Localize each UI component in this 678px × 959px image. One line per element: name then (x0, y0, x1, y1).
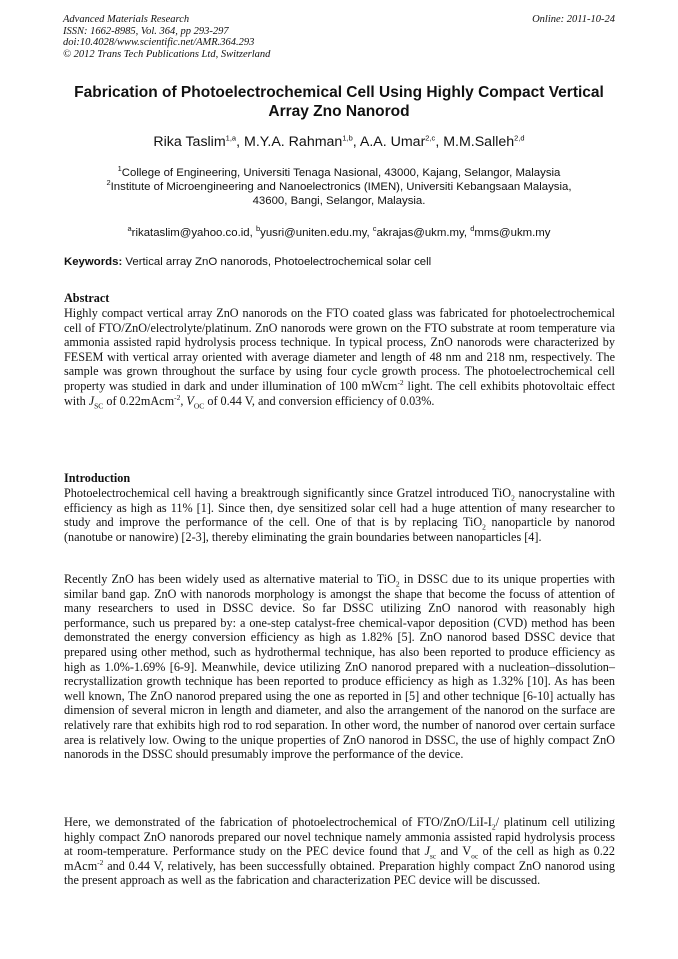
affiliation-1 (40, 166, 638, 180)
title-line-2: Array Zno Nanorod (268, 103, 410, 120)
intro-sub: 2 (395, 579, 400, 589)
abstract-text (64, 306, 615, 408)
affiliation-2 (40, 180, 638, 194)
abstract-sub: SC (94, 401, 104, 410)
affiliation-mark: 1 (117, 164, 122, 174)
author-name: M.M.Salleh (443, 134, 515, 150)
abstract-jsc: J (88, 393, 95, 408)
affiliations (40, 166, 638, 208)
intro-seg: Photoelectrochemical cell having a breaktrough significantly since Gratzel introduced TiO (64, 486, 512, 500)
author-aff: 1,a (225, 133, 237, 143)
affiliation-mark: 2 (106, 178, 111, 188)
keywords (64, 256, 618, 268)
intro-sub: sc (429, 851, 437, 861)
intro-seg: of the cell as high as 0.22 mAcm (64, 844, 615, 873)
email-link[interactable]: mms@ukm.my (474, 227, 551, 239)
author-aff: 2,d (514, 133, 525, 143)
abstract-seg: of 0.44 V, and conversion efficiency of 0.03%. (204, 393, 435, 408)
intro-seg: nanoparticle by nanorod (nanotube or nanowire) [2-3], thereby eliminating the grain boundaries between nanoparticles [4]. (64, 515, 615, 544)
keywords-text: Vertical array ZnO nanorods, Photoelectrochemical solar cell (122, 256, 432, 268)
email-link[interactable]: rikataslim@yahoo.co.id (131, 227, 250, 239)
intro-seg: / platinum cell utilizing highly compact ZnO nanorods prepared our novel technique namely ammonia assisted rapid hydrolysis process at room-temperature. Performance study on the PEC device found that (64, 815, 615, 859)
intro-paragraph-1 (64, 486, 615, 544)
intro-seg: nanocrystaline with efficiency as high as 11% [1]. Since then, dye sensitized solar cell had a huge attention of many researcher to study and improve the performance of the cell. One of that is by replacing TiO (64, 486, 615, 530)
intro-paragraph-2 (64, 572, 615, 762)
affiliation-2-line-2: 43600, Bangi, Selangor, Malaysia. (252, 195, 426, 207)
title-line-1: Fabrication of Photoelectrochemical Cell Using Highly Compact Vertical (74, 84, 604, 101)
abstract-voc: V (186, 393, 194, 408)
issn: ISSN: 1662-8985, Vol. 364, pp 293-297 (63, 25, 229, 37)
journal-name: Advanced Materials Research (63, 14, 190, 25)
intro-sub: oc (471, 851, 479, 861)
doi: doi:10.4028/www.scientific.net/AMR.364.293 (63, 37, 255, 49)
email-mark: c (372, 224, 377, 234)
intro-paragraph-3 (64, 815, 615, 888)
intro-seg: and V (436, 844, 472, 859)
email-mark: b (255, 224, 261, 234)
intro-sub: 2 (511, 493, 515, 503)
journal-header (63, 14, 615, 60)
author-name: A.A. Umar (359, 134, 426, 150)
abstract-sup: -2 (174, 392, 181, 402)
email-mark: a (127, 224, 132, 234)
email-link[interactable]: yusri@uniten.edu.my (260, 227, 367, 239)
keywords-label: Keywords: (64, 256, 123, 268)
intro-seg: and 0.44 V, relatively, has been successfully obtained. Preparation highly compact ZnO nanorod using the present approach as well as the fabrication and characterization PEC device will be discussed. (64, 858, 615, 888)
abstract-seg: light. The cell exhibits photovoltaic effect with (64, 378, 615, 408)
introduction-heading: Introduction (64, 471, 131, 485)
intro-jsc: J (424, 844, 430, 859)
author-list: Rika Taslim$^{1,a}$, M.Y.A. Rahman$^{1,b}$, A.A. Umar$^{2,c}$, M.M.Salleh$^{2,d}$ (153, 133, 525, 150)
paper-title (40, 83, 638, 121)
intro-sub: 2 (491, 822, 496, 832)
author-aff: 1,b (342, 133, 353, 143)
intro-seg: Recently ZnO has been widely used as alternative material to TiO (64, 572, 396, 586)
author-aff: 2,c (425, 133, 436, 143)
affiliation-text: Institute of Microengineering and Nanoelectronics (IMEN), Universiti Kebangsaan Malaysia, (110, 181, 572, 193)
intro-sup: -2 (97, 857, 104, 867)
abstract-sup: -2 (397, 377, 404, 387)
abstract-heading: Abstract (64, 291, 110, 305)
online-date: Online: 2011-10-24 (532, 14, 615, 25)
intro-seg: in DSSC due to its unique properties with similar band gap. ZnO with nanorods morphology is amongst the shape that become the focuss of attention of many researchers to used in DSSC device. So far DSSC utilizing ZnO nanorod with reasonably high performance, such us prepared by: a one-step catalyst-free chemical-vapor deposition (CVD) method has been demonstrated the energy conversion efficiency as high as 1.82% [5]. ZnO nanorod based DSSC device that prepared using other method, such as hydrothermal technique, has also been reported to produce efficiency as high as 1.0%-1.69% [6-9]. Meanwhile, device utilizing ZnO nanorod prepared with a nucleation–dissolution–recrystallization growth technique has been reported to produce efficiency as high as 1.32% [10]. As has been well known, The ZnO nanorod prepared using the one as reported in [5] and other technique [6-10] actually has dimension of several micron in length and diameter, and also the arrangement of the nanorod on the surface are relatively rare that exhibits high rod to rod separation. In other word, the number of nanorod over certain surface area is relatively low. Owing to the unique properties of ZnO nanorod in DSSC, the use of highly compact ZnO nanorods in the DSSC should presumably improve the performance of the device. (64, 572, 615, 762)
intro-seg: Here, we demonstrated of the fabrication of photoelectrochemical of FTO/ZnO/LiI-I (64, 815, 492, 829)
author-name: M.Y.A. Rahman (244, 134, 343, 150)
abstract-seg: , (180, 393, 187, 408)
email-mark: d (470, 224, 475, 234)
author-name: Rika Taslim (153, 134, 226, 150)
intro-sub: 2 (482, 522, 486, 532)
abstract-seg: Highly compact vertical array ZnO nanorods on the FTO coated glass was fabricated for photoelectrochemical cell of FTO/ZnO/electrolyte/platinum. ZnO nanorods were grown on the FTO substrate at room temperature via ammonia assisted rapid hydrolysis process technique. In typical process, ZnO nanorods were characterized by FESEM with vertical array oriented with average diameter and length of 48 nm and 218 nm, respectively. The sample was grown throughout the surface by using four cycle growth process. The photoelectrochemical cell property was studied in dark and under illumination of 100 mWcm (64, 306, 615, 393)
abstract-sub: OC (193, 401, 205, 410)
email-list: $^a$rikataslim@yahoo.co.id, $^b$yusri@uniten.edu.my, $^c$akrajas@ukm.my, $^d$mms@ukm.my (127, 224, 551, 239)
abstract-seg: of 0.22mAcm (103, 393, 175, 408)
email-link[interactable]: akrajas@ukm.my (376, 227, 464, 239)
affiliation-text: College of Engineering, Universiti Tenaga Nasional, 43000, Kajang, Selangor, Malaysia (121, 167, 561, 179)
copyright: © 2012 Trans Tech Publications Ltd, Switzerland (63, 48, 271, 60)
